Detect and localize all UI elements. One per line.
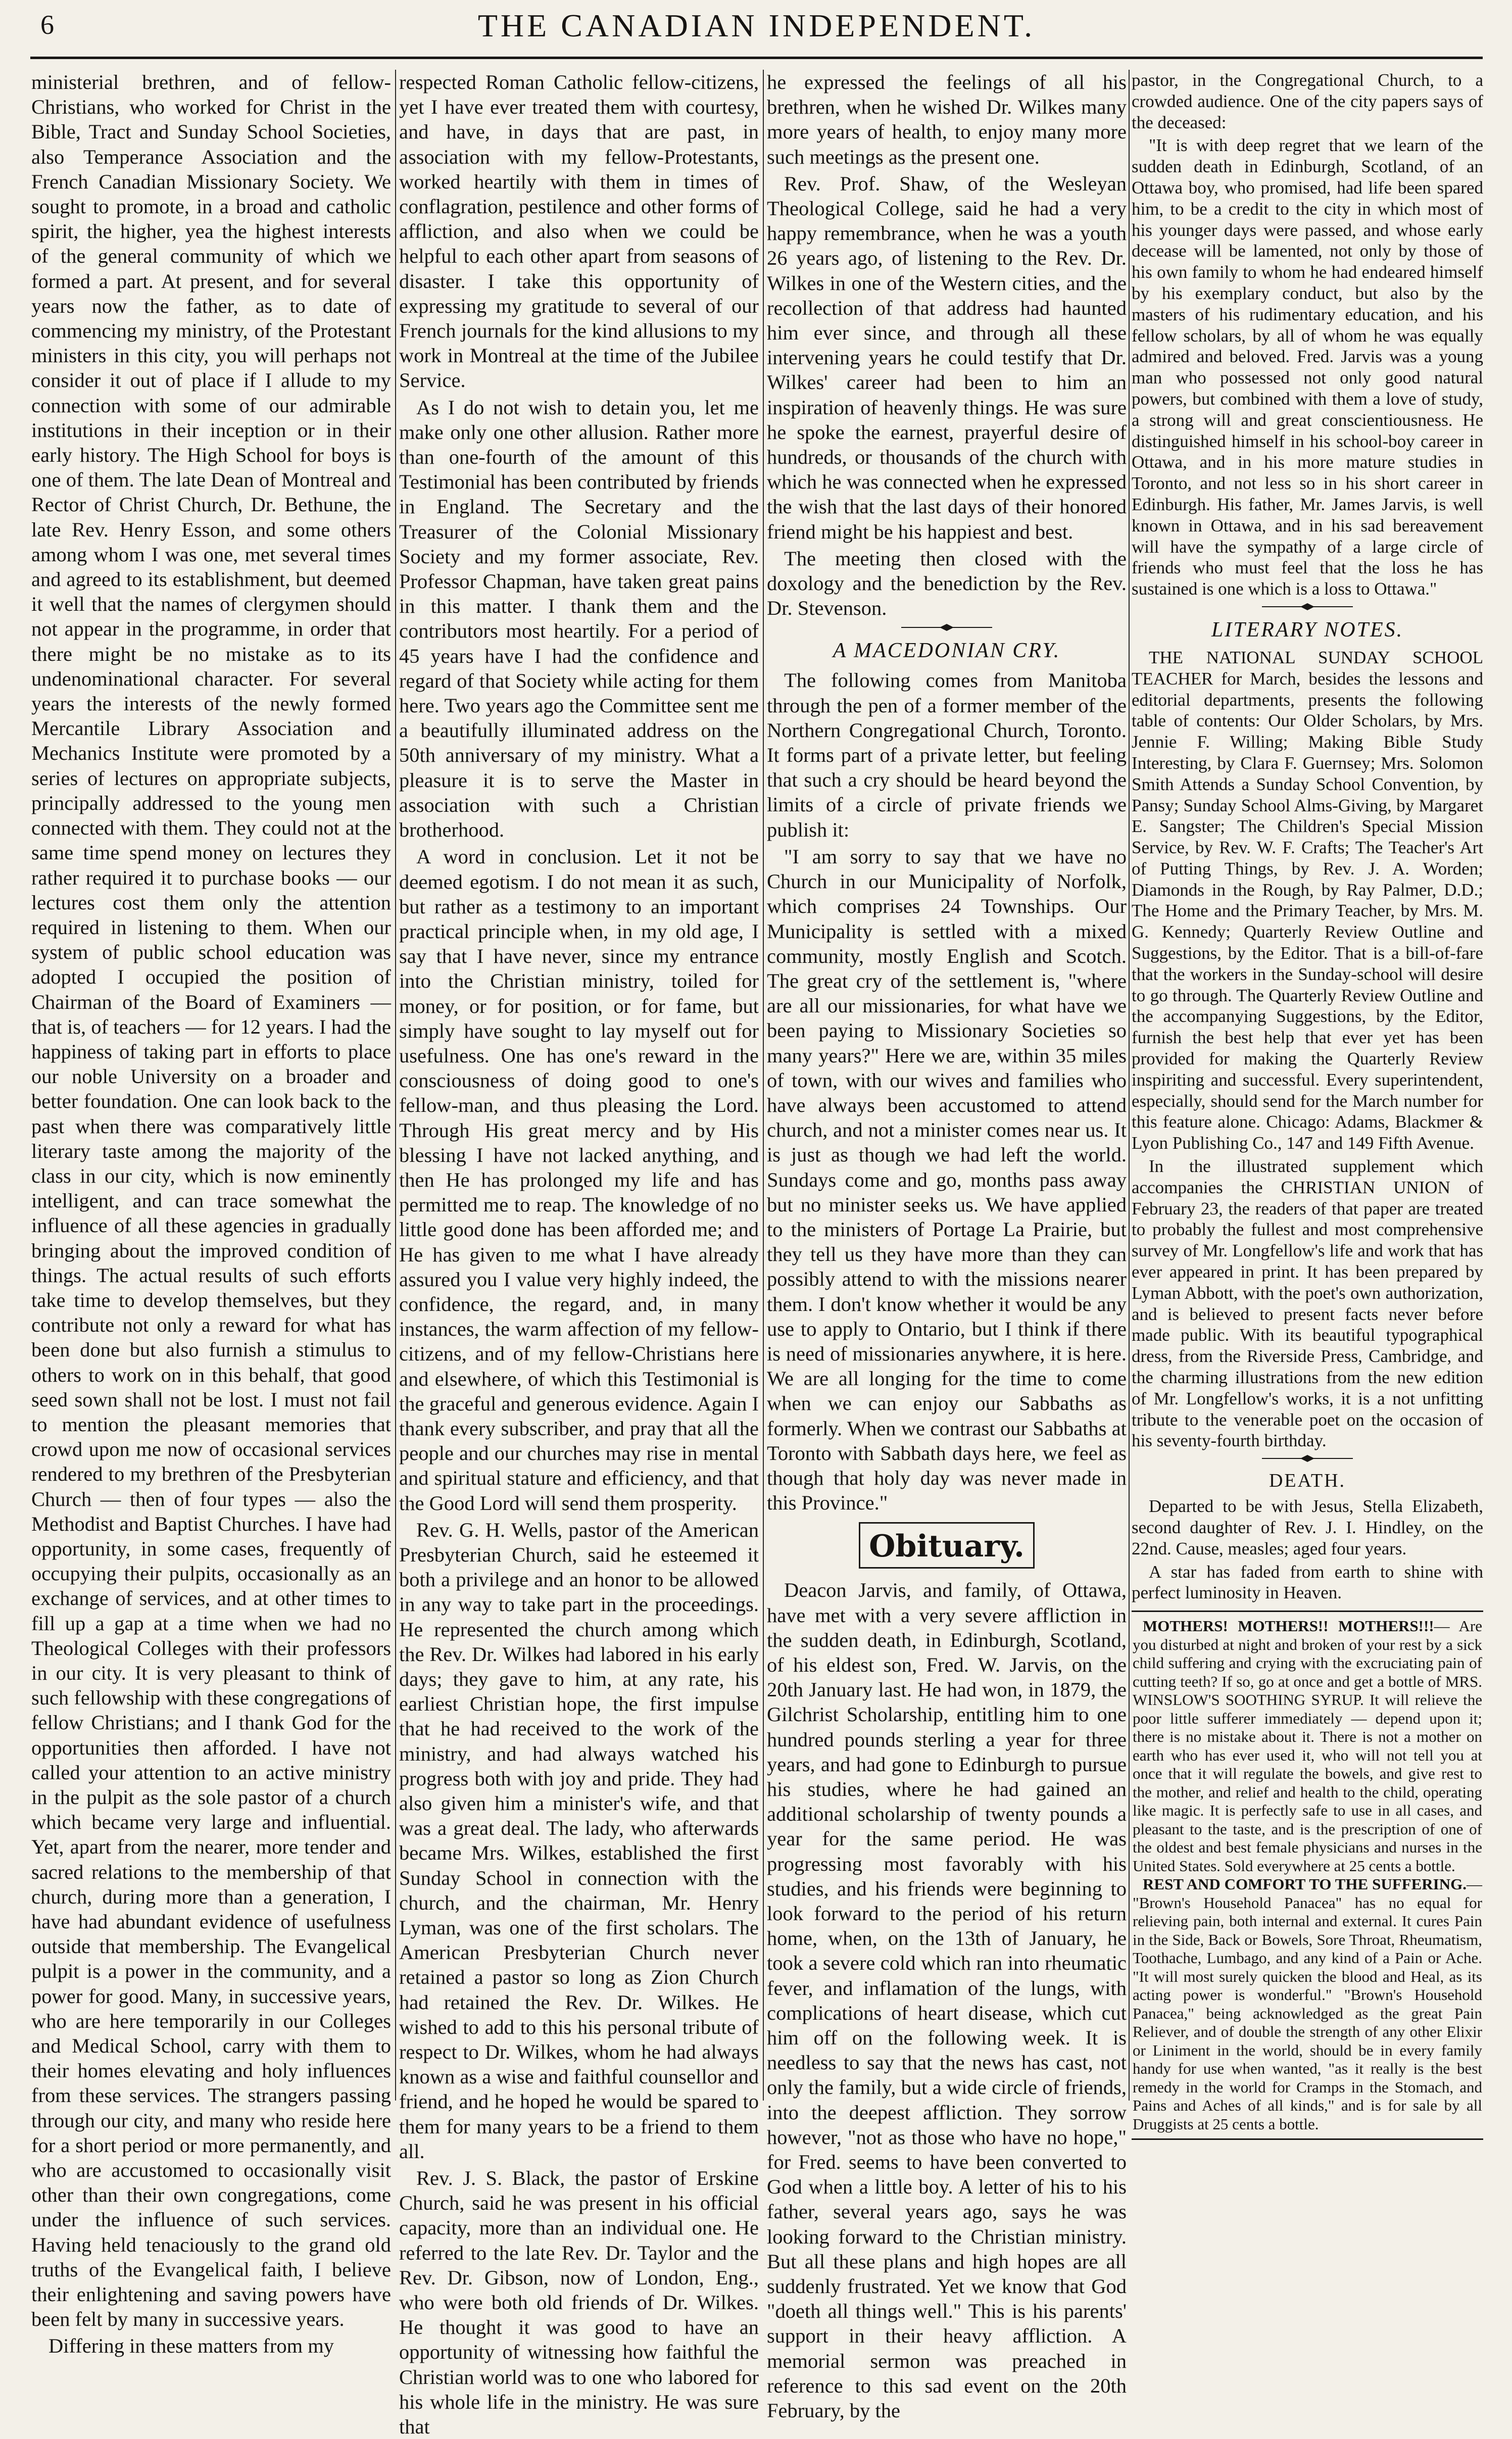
black-remarks-paragraph: Rev. J. S. Black, the pastor of Erskine Church, said he was present in his official capacity, more than an individual one. He referred to the late Rev. Dr. Taylor and the Rev. Dr. Gibson, now of London, Eng., who were both old friends of Dr. Wilkes. He thought it was good to have an opportunity of witnessing how faithful the Christian world was to one who labored for his whole life in the ministry. He was sure that <box>399 2167 759 2438</box>
ad-text: — Are you disturbed at night and broken of your rest by a sick child suffering and crying with the excruciating pain of cutting teeth? If so, go at once and get a bottle of MRS. WINSLOW'S SOOTHING SYRUP. It will relieve the poor little sufferer immediately — depend upon it; there is no mistake about it. There is not a mother on earth who has ever used it, who will not tell you at once that it will regulate the bowels, and give rest to the mother, and relief and health to the child, operating like magic. It is perfectly safe to use in all cases, and pleasant to the taste, and is the prescription of one of the oldest and best female physicians and nurses in the United States. Sold everywhere at 25 cents a bottle. <box>1133 1617 1482 1875</box>
column-4 <box>1132 70 1483 2133</box>
column-1 <box>31 70 391 2358</box>
wilkes-address-paragraph: ministerial brethren, and of fellow-Christians, who worked for Christ in the Bible, Tract and Sunday School Societies, also Temperance Association and the French Canadian Missionary Society. We sought to promote, in a broad and catholic spirit, the higher, yea the highest interests of the general community of which we formed a part. At present, and for several years now the father, as to date of commencing my ministry, of the Protestant ministers in this city, you will perhaps not consider it out of place if I allude to my connection with some of our admirable institutions in their inception or in their early history. The High School for boys is one of them. The late Dean of Montreal and Rector of Christ Church, Dr. Bethune, the late Rev. Henry Esson, and some others among whom I was one, met several times and agreed to its establishment, but deemed it well that the names of clergymen should not appear in the programme, in order that there might be no mistake as to its undenominational character. For several years the interests of the newly formed Mercantile Library Association and Mechanics Institute were promoted by a series of lectures on appropriate subjects, principally addressed to the young men connected with them. They could not at the same time spend money on lectures they rather required it to purchase books — our lectures cost them only the attention required in listening to them. When our system of public school education was adopted I occupied the position of Chairman of the Board of Examiners — that is, of teachers — for 12 years. I had the happiness of taking part in efforts to place our noble University on a broader and better foundation. One can look back to the past when there was comparatively little literary taste among the majority of the class in our city, which is now eminently intelligent, and can trace somewhat the influence of all these agencies in gradually bringing about the improved condition of things. The actual results of such efforts take time to develop themselves, but they contribute not only a reward for what has been done but also furnish a stimulus to others to work on in this behalf, that good seed sown shall not be lost. I must not fail to mention the pleasant memories that crowd upon me now of occasional services rendered to my brethren of the Presbyterian Church — then of four types — also the Methodist and Baptist Churches. I have had opportunity, in some cases, frequently of occupying their pulpits, occasionally as an exchange of services, and at other times to fill up a gap at a time when we had no Theological Colleges with their professors in our city. It is very pleasant to think of such fellowship with these congregations of fellow Christians; and I thank God for the opportunities then afforded. I have not called your attention to an active ministry in the pulpit as the sole pastor of a church which became very large and influential. Yet, apart from the nearer, more tender and sacred relations to the membership of that church, during more than a generation, I have had abundant evidence of usefulness outside that membership. The Evangelical pulpit is a power in the community, and a power for good. Many, in successive years, who are here temporarily in our Colleges and Medical School, carry with them to their homes elevating and holy influences from these services. The strangers passing through our city, and many who reside here for a short period or more permanently, and who are accustomed to occasionally visit other than their own congregations, come under the influence of such services. Having held tenaciously to the grand old truths of the Evangelical faith, I believe their enlightening and saving powers have been felt by many in successive years. <box>31 71 391 2331</box>
ad-lead: REST AND COMFORT TO THE SUFFERING. <box>1143 1875 1467 1893</box>
meeting-close-paragraph: The meeting then closed with the doxology and the benediction by the Rev. Dr. Stevenson. <box>767 547 1127 620</box>
obituary-paragraph: Deacon Jarvis, and family, of Ottawa, have met with a very severe affliction in the sudden death, in Edinburgh, Scotland, of his eldest son, Fred. W. Jarvis, on the 20th January last. He had won, in 1879, the Gilchrist Scholarship, entitling him to one hundred pounds sterling a year for three years, and had gone to Edinburgh to pursue his studies, where he had gained an additional scholarship of twenty pounds a year for the same period. He was progressing most favorably with his studies, and his friends were beginning to look forward to the period of his return home, when, on the 13th of January, he took a severe cold which ran into rheumatic fever, and inflamation of the lungs, with complications of heart disease, which cut him off on the following week. It is needless to say that the news has cast, not only the family, but a wide circle of friends, into the deepest affliction. They sorrow however, "not as those who have no hope," for Fred. seems to have been converted to God when a little boy. A letter of his to his father, several years ago, says he was looking forward to the Christian ministry. But all these plans and high hopes are all suddenly frustrated. Yet we know that God "doeth all things well." This is his parents' support in their heavy affliction. A memorial sermon was preached in reference to this sad event on the 20th February, by the <box>767 1579 1127 2422</box>
macedonian-cry-heading: A MACEDONIAN CRY. <box>833 639 1061 663</box>
death-notice-paragraph: A star has faded from earth to shine with perfect luminosity in Heaven. <box>1132 1562 1483 1603</box>
column-divider <box>763 70 764 2101</box>
masthead <box>30 0 1483 60</box>
column-3 <box>767 70 1127 2422</box>
newspaper-title: THE CANADIAN INDEPENDENT. <box>477 8 1036 43</box>
obituary-quotation: "It is with deep regret that we learn of the sudden death in Edinburgh, Scotland, of an Ottawa boy, who promised, had life been spared him, to be a credit to the city in which most of his younger days were passed, and whose early decease will be lamented, not only by those of his own family to whom he had endeared himself by his exemplary conduct, but also by the masters of his rudimentary education, and his fellow scholars, by all of whom he was equally admired and beloved. Fred. Jarvis was a young man who possessed not only good natural powers, but combined with them a love of study, a strong will and great conscientiousness. He distinguished himself in his school-boy career in Ottawa, and in his more mature studies in Toronto, and not less so in his short career in Edinburgh. His father, Mr. James Jarvis, is well known in Ottawa, and in his sad bereavement will have the sympathy of a large circle of friends who must feel that the loss he has sustained is one which is a loss to Ottawa." <box>1132 135 1483 599</box>
death-notice-heading: DEATH. <box>1269 1470 1346 1492</box>
header-rule <box>30 57 1483 59</box>
household-panacea-ad <box>1133 1875 1482 2133</box>
column-divider <box>1129 70 1130 2101</box>
section-ornament <box>901 623 992 631</box>
ad-text: — "Brown's Household Panacea" has no equal for relieving pain, both internal and external. It cures Pain in the Side, Back or Bowels, Sore Throat, Rheumatism, Toothache, Lumbago, and any kind of a Pain or Ache. "It will most surely quicken the blood and Heal, as its acting power is wonderful." "Brown's Household Panacea," being acknowledged as the great Pain Reliever, and of double the strength of any other Elixir or Liniment in the world, should be in every family handy for use when wanted, "as it really is the best remedy in the world for Cramps in the Stomach, and Pains and Aches of all kinds," and is for sale by all Druggists at 25 cents a bottle. <box>1133 1875 1482 2133</box>
column-divider <box>395 70 396 2101</box>
macedonian-cry-intro: The following comes from Manitoba through the pen of a former member of the Northern Congregational Church, Toronto. It forms part of a private letter, but feeling that such a cry should be heard beyond the limits of a circle of private friends we publish it: <box>767 669 1127 841</box>
ad-lead: MOTHERS! MOTHERS!! MOTHERS!!! <box>1143 1617 1434 1635</box>
black-remarks-paragraph: he expressed the feelings of all his brethren, when he wished Dr. Wilkes many more years of health, to enjoy many more such meetings as the present one. <box>767 71 1127 168</box>
wells-remarks-paragraph: Rev. G. H. Wells, pastor of the American Presbyterian Church, said he esteemed it both a privilege and an honor to be allowed in any way to take part in the proceedings. He represented the church among which the Rev. Dr. Wilkes had labored in his early days; they gave to him, at any rate, his earliest Christian hope, the first impulse that he had received to the work of the ministry, and had always watched his progress both with joy and pride. They had also given him a minister's wife, and that was a great deal. The lady, who afterwards became Mrs. Wilkes, established the first Sunday School in connection with the church, and the chairman, Mr. Henry Lyman, was one of the first scholars. The American Presbyterian Church never retained a pastor so long as Zion Church had retained the Rev. Dr. Wilkes. He wished to add to this his personal tribute of respect to Dr. Wilkes, whom he had always known as a wise and faithful counsellor and friend, and he hoped he would be spared to them for many years to be a friend to them all. <box>399 1518 759 2163</box>
wilkes-address-paragraph: A word in conclusion. Let it not be deemed egotism. I do not mean it as such, but rather as a testimony to an important practical principle when, in my old age, I say that I have never, since my entrance into the Christian ministry, toiled for money, or for position, or for fame, but simply have sought to lay myself out for usefulness. One has one's reward in the consciousness of doing good to one's fellow-man, and thus pleasing the Lord. Through His great mercy and by His blessing I have not lacked anything, and then He has prolonged my life and has permitted me to reap. The knowledge of no little good done has been afforded me; and He has given to me what I have already assured you I value very highly indeed, the confidence, the regard, and, in many instances, the warm affection of my fellow-citizens, and of my fellow-Christians here and elsewhere, of which this Testimonial is the graceful and generous evidence. Again I thank every subscriber, and pray that all the people and our churches may rise in mental and spiritual stature and efficiency, and that the Good Lord will send them prosperity. <box>399 845 759 1515</box>
wilkes-address-paragraph: As I do not wish to detain you, let me make only one other allusion. Rather more than one-fourth of the amount of this Testimonial has been contributed by friends in England. The Secretary and the Treasurer of the Colonial Missionary Society and my former associate, Rev. Professor Chapman, have taken great pains in this matter. I thank them and the contributors most heartily. For a period of 45 years have I had the confidence and regard of that Society while acting for them here. Two years ago the Committee sent me a beautifully illuminated address on the 50th anniversary of my ministry. What a pleasure it is to serve the Master in association with such a Christian brotherhood. <box>399 396 759 842</box>
shaw-remarks-paragraph: Rev. Prof. Shaw, of the Wesleyan Theological College, said he had a very happy remembrance, when he was a youth 26 years ago, of listening to the Rev. Dr. Wilkes in one of the Western cities, and the recollection of that address had haunted him ever since, and through all these intervening years he could testify that Dr. Wilkes' career had been to him an inspiration of heavenly things. He was sure he spoke the earnest, prayerful desire of hundreds, or thousands of the church with which he was connected when he expressed the wish that the last days of their honored friend might be his happiest and best. <box>767 172 1127 543</box>
wilkes-address-paragraph: Differing in these matters from my <box>48 2334 334 2358</box>
wilkes-address-paragraph: respected Roman Catholic fellow-citizens, yet I have ever treated them with courtesy, and have, in days that are past, in association with my fellow-Protestants, worked heartily with them in times of conflagration, pestilence and other forms of affliction, and also when we could be helpful to each other apart from seasons of disaster. I take this opportunity of expressing my gratitude to several of our French journals for the kind allusions to my work in Montreal at the time of the Jubilee Service. <box>399 71 759 392</box>
soothing-syrup-ad <box>1133 1617 1482 1875</box>
literary-note-paragraph: THE NATIONAL SUNDAY SCHOOL TEACHER for March, besides the lessons and editorial departments, presents the following table of contents: Our Older Scholars, by Mrs. Jennie F. Willing; Making Bible Study Interesting, by Clara F. Guernsey; Mrs. Solomon Smith Attends a Sunday School Convention, by Pansy; Sunday School Alms-Giving, by Margaret E. Sangster; The Children's Special Mission Service, by Rev. W. F. Crafts; The Teacher's Art of Putting Things, by Rev. J. A. Worden; Diamonds in the Rough, by Ray Palmer, D.D.; The Home and the Primary Teacher, by Mrs. M. G. Kennedy; Quarterly Review Outline and Suggestions, by the Editor. That is a bill-of-fare that the workers in the Sunday-school will desire to go through. The Quarterly Review Outline and the accompanying Suggestions, by the Editor, furnish the best help that ever yet has been provided for making the Quarterly Review inspiriting and successful. Every superintendent, especially, should send for the March number for this feature alone. Chicago: Adams, Blackmer & Lyon Publishing Co., 147 and 149 Fifth Avenue. <box>1132 647 1483 1153</box>
literary-note-paragraph: In the illustrated supplement which accompanies the CHRISTIAN UNION of February 23, the readers of that paper are treated to probably the fullest and most comprehensive survey of Mr. Longfellow's life and work that has ever appeared in print. It has been prepared by Lyman Abbott, with the poet's own authorization, and is believed to present facts never before made public. With its beautiful typographical dress, from the Riverside Press, Cambridge, and the charming illustrations from the new edition of Mr. Longfellow's works, it is a not unfitting tribute to the venerable poet on the occasion of his seventy-fourth birthday. <box>1132 1156 1483 1451</box>
death-notice-paragraph: Departed to be with Jesus, Stella Elizabeth, second daughter of Rev. J. I. Hindley, on the 22nd. Cause, measles; aged four years. <box>1132 1496 1483 1558</box>
section-ornament <box>1262 1454 1353 1462</box>
page-number: 6 <box>40 10 54 40</box>
obituary-banner: Obituary. <box>859 1522 1035 1569</box>
obituary-paragraph: pastor, in the Congregational Church, to a crowded audience. One of the city papers says of the deceased: <box>1132 70 1483 132</box>
section-ornament <box>1262 603 1353 611</box>
macedonian-cry-letter: "I am sorry to say that we have no Church in our Municipality of Norfolk, which comprises 24 Townships. Our Municipality is settled with a mixed community, mostly English and Scotch. The great cry of the settlement is, "where are all our missionaries, for what have we been paying to Missionary Societies so many years?" Here we are, within 35 miles of town, with our wives and families who have always been accustomed to attend church, and not a minister comes near us. It is just as though we had left the world. Sundays come and go, months pass away but no minister seeks us. We have applied to the ministers of Portage La Prairie, but they tell us they have more than they can possibly attend to with the missions nearer them. I don't know whether it would be any use to apply to Ontario, but I think if there is need of missionaries anywhere, it is here. We are all longing for the time to come when we can enjoy our Sabbaths as formerly. When we contrast our Sabbaths at Toronto with Sabbath days here, we feel as though that holy day was never made in this Province." <box>767 845 1127 1515</box>
advertisement-box <box>1132 1611 1483 2140</box>
column-2 <box>399 70 759 2438</box>
literary-notes-heading: LITERARY NOTES. <box>1211 618 1404 642</box>
